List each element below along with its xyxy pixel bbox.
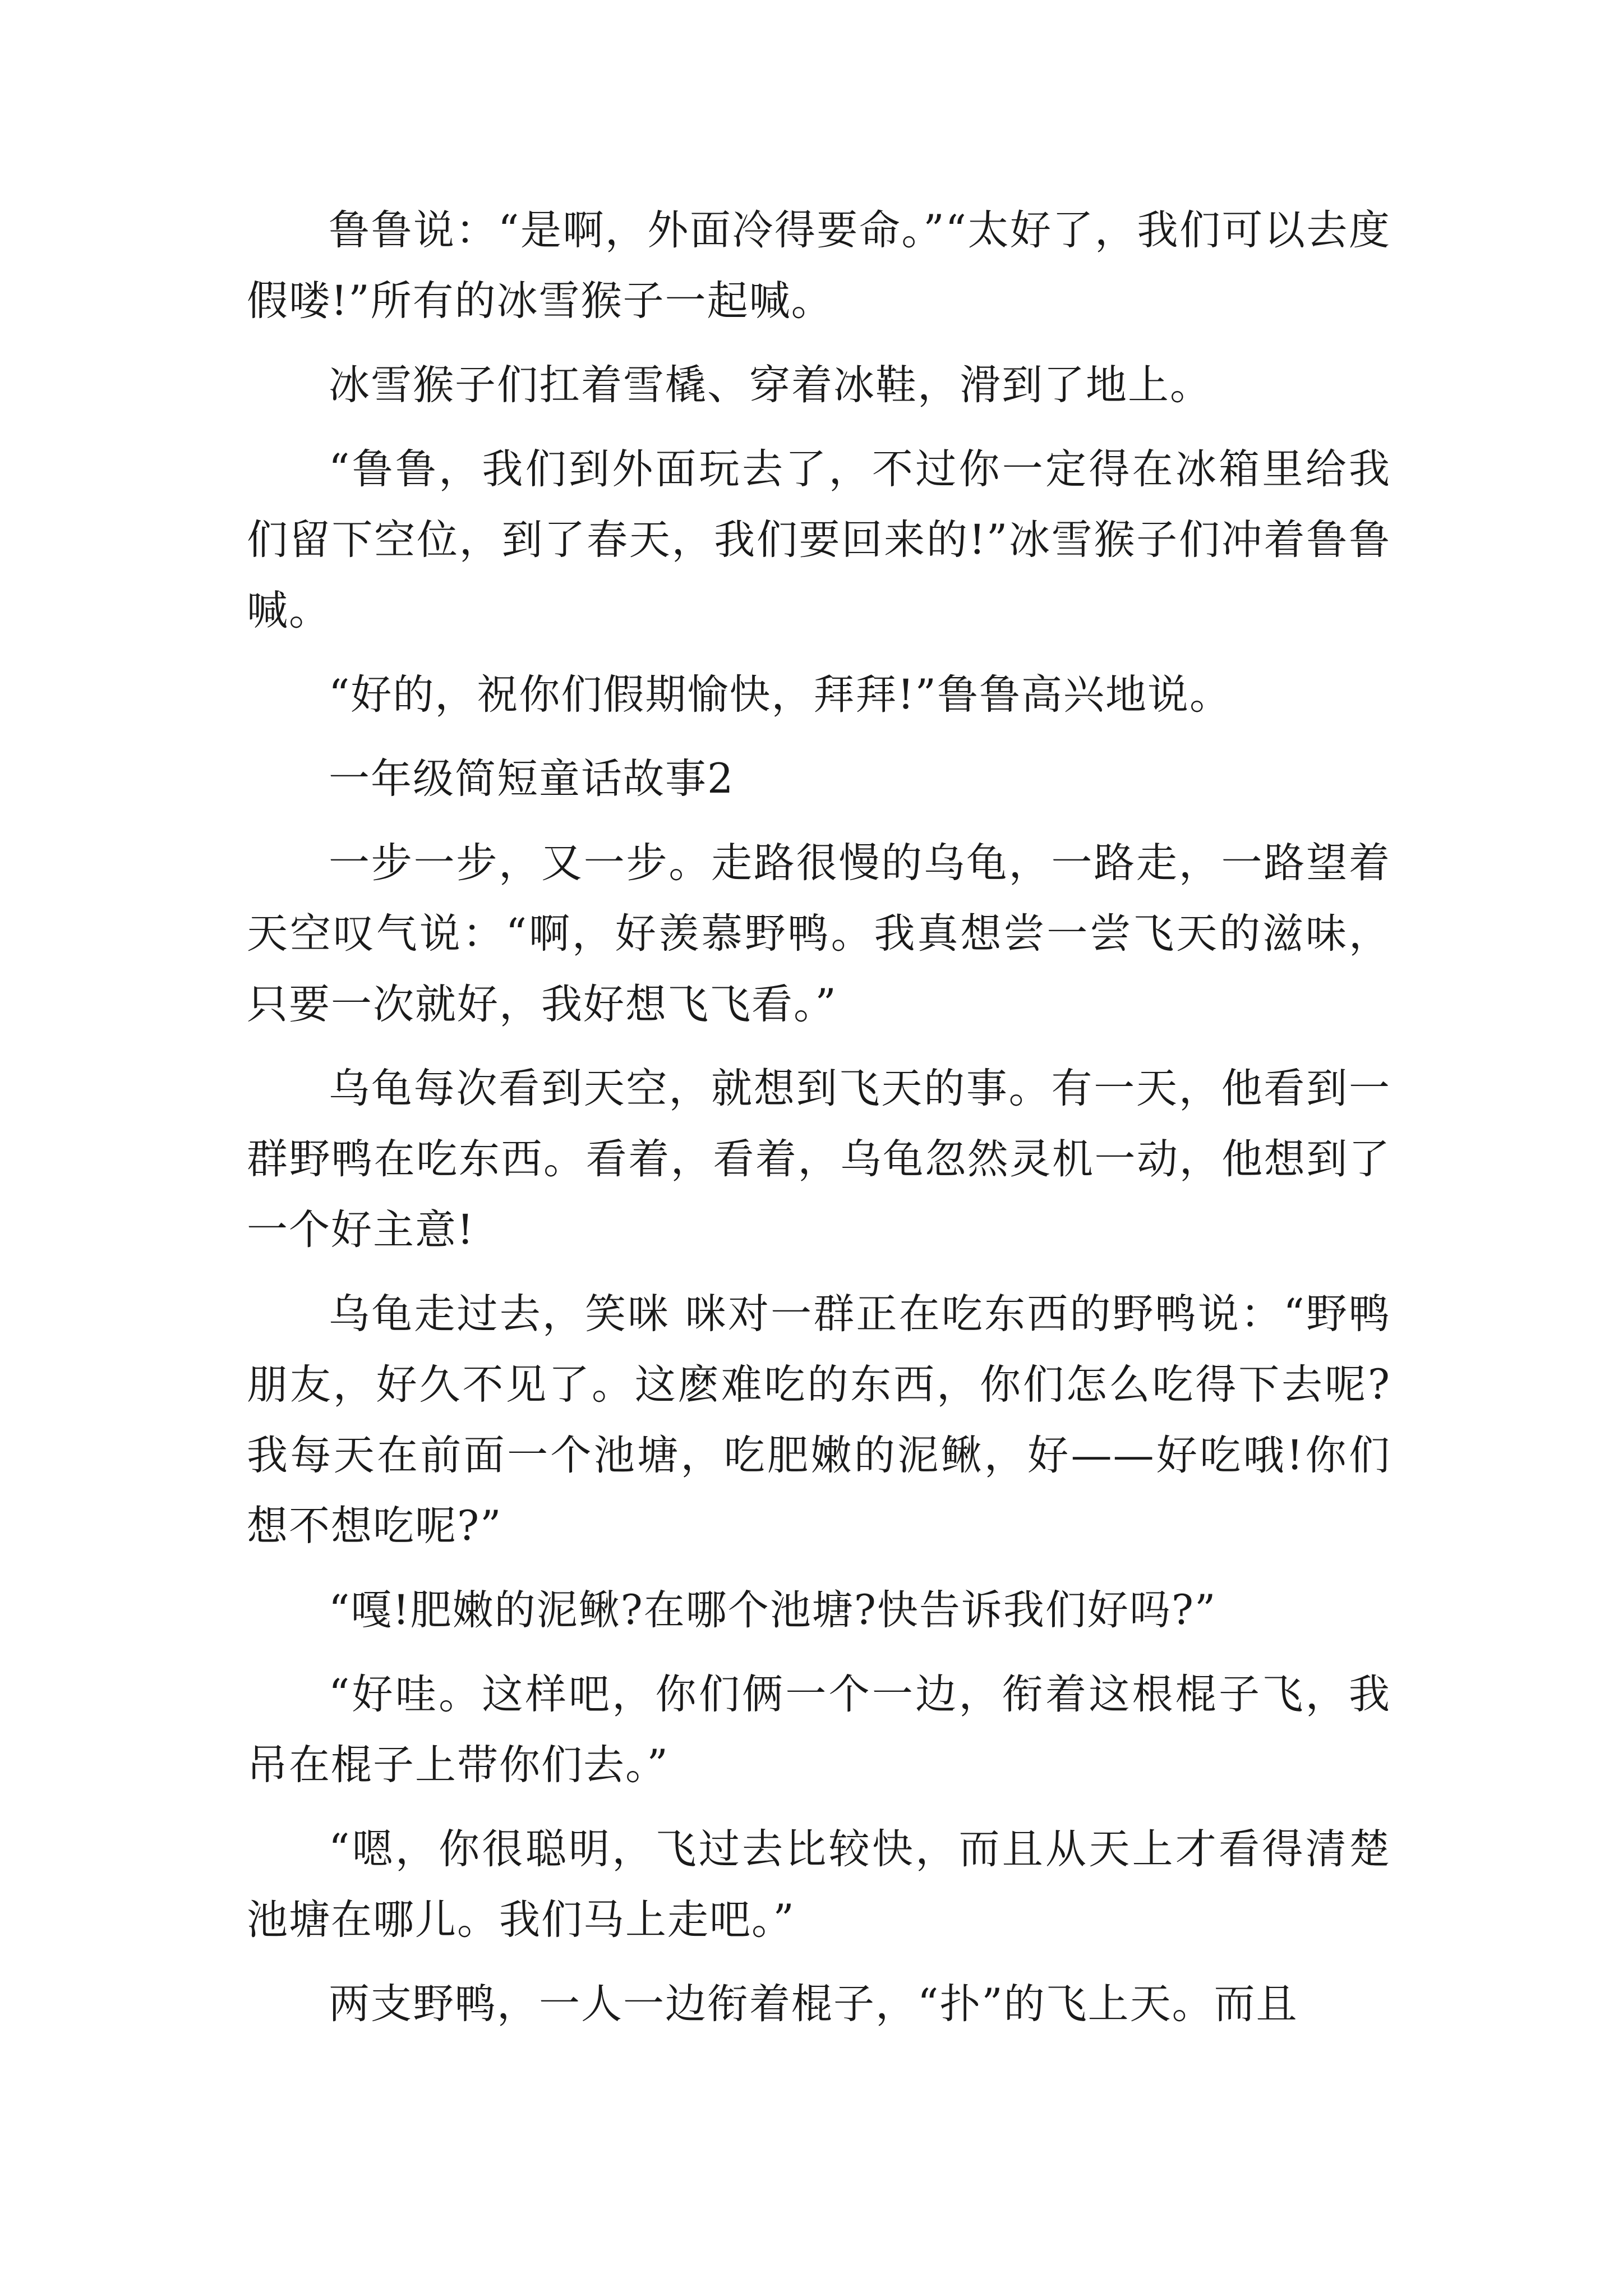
paragraph: 两支野鸭，一人一边衔着棍子，“扑”的飞上天。而且 <box>329 1980 1298 2028</box>
paragraph: “好哇。这样吧，你们俩一个一边，衔着这根棍子飞，我吊在棍子上带你们去。” <box>247 1671 1391 1789</box>
paragraph: “嘎!肥嫩的泥鳅?在哪个池塘?快告诉我们好吗?” <box>329 1586 1217 1634</box>
paragraph: “好的，祝你们假期愉快，拜拜!”鲁鲁高兴地说。 <box>329 671 1232 719</box>
paragraph: “嗯，你很聪明，飞过去比较快，而且从天上才看得清楚池塘在哪儿。我们马上走吧。” <box>247 1825 1391 1944</box>
paragraph: 鲁鲁说：“是啊，外面冷得要命。”“太好了，我们可以去度假喽!”所有的冰雪猴子一起喊。 <box>247 206 1391 325</box>
paragraph: “鲁鲁，我们到外面玩去了，不过你一定得在冰箱里给我们留下空位，到了春天，我们要回来的!”冰雪猴子们冲着鲁鲁喊。 <box>247 445 1391 634</box>
paragraph: 一步一步，又一步。走路很慢的乌龟，一路走，一路望着天空叹气说：“啊，好羡慕野鸭。我真想尝一尝飞天的滋味，只要一次就好，我好想飞飞看。” <box>247 839 1391 1028</box>
document-body <box>247 195 1391 2053</box>
paragraph: 冰雪猴子们扛着雪橇、穿着冰鞋，滑到了地上。 <box>329 361 1212 409</box>
section-heading: 一年级简短童话故事2 <box>329 755 735 803</box>
paragraph: 乌龟每次看到天空，就想到飞天的事。有一天，他看到一群野鸭在吃东西。看着，看着，乌龟忽然灵机一动，他想到了一个好主意! <box>247 1065 1391 1254</box>
paragraph: 乌龟走过去，笑咪 咪对一群正在吃东西的野鸭说：“野鸭朋友，好久不见了。这麽难吃的东西，你们怎么吃得下去呢?我每天在前面一个池塘，吃肥嫩的泥鳅，好——好吃哦!你们想不想吃呢?” <box>247 1290 1391 1550</box>
